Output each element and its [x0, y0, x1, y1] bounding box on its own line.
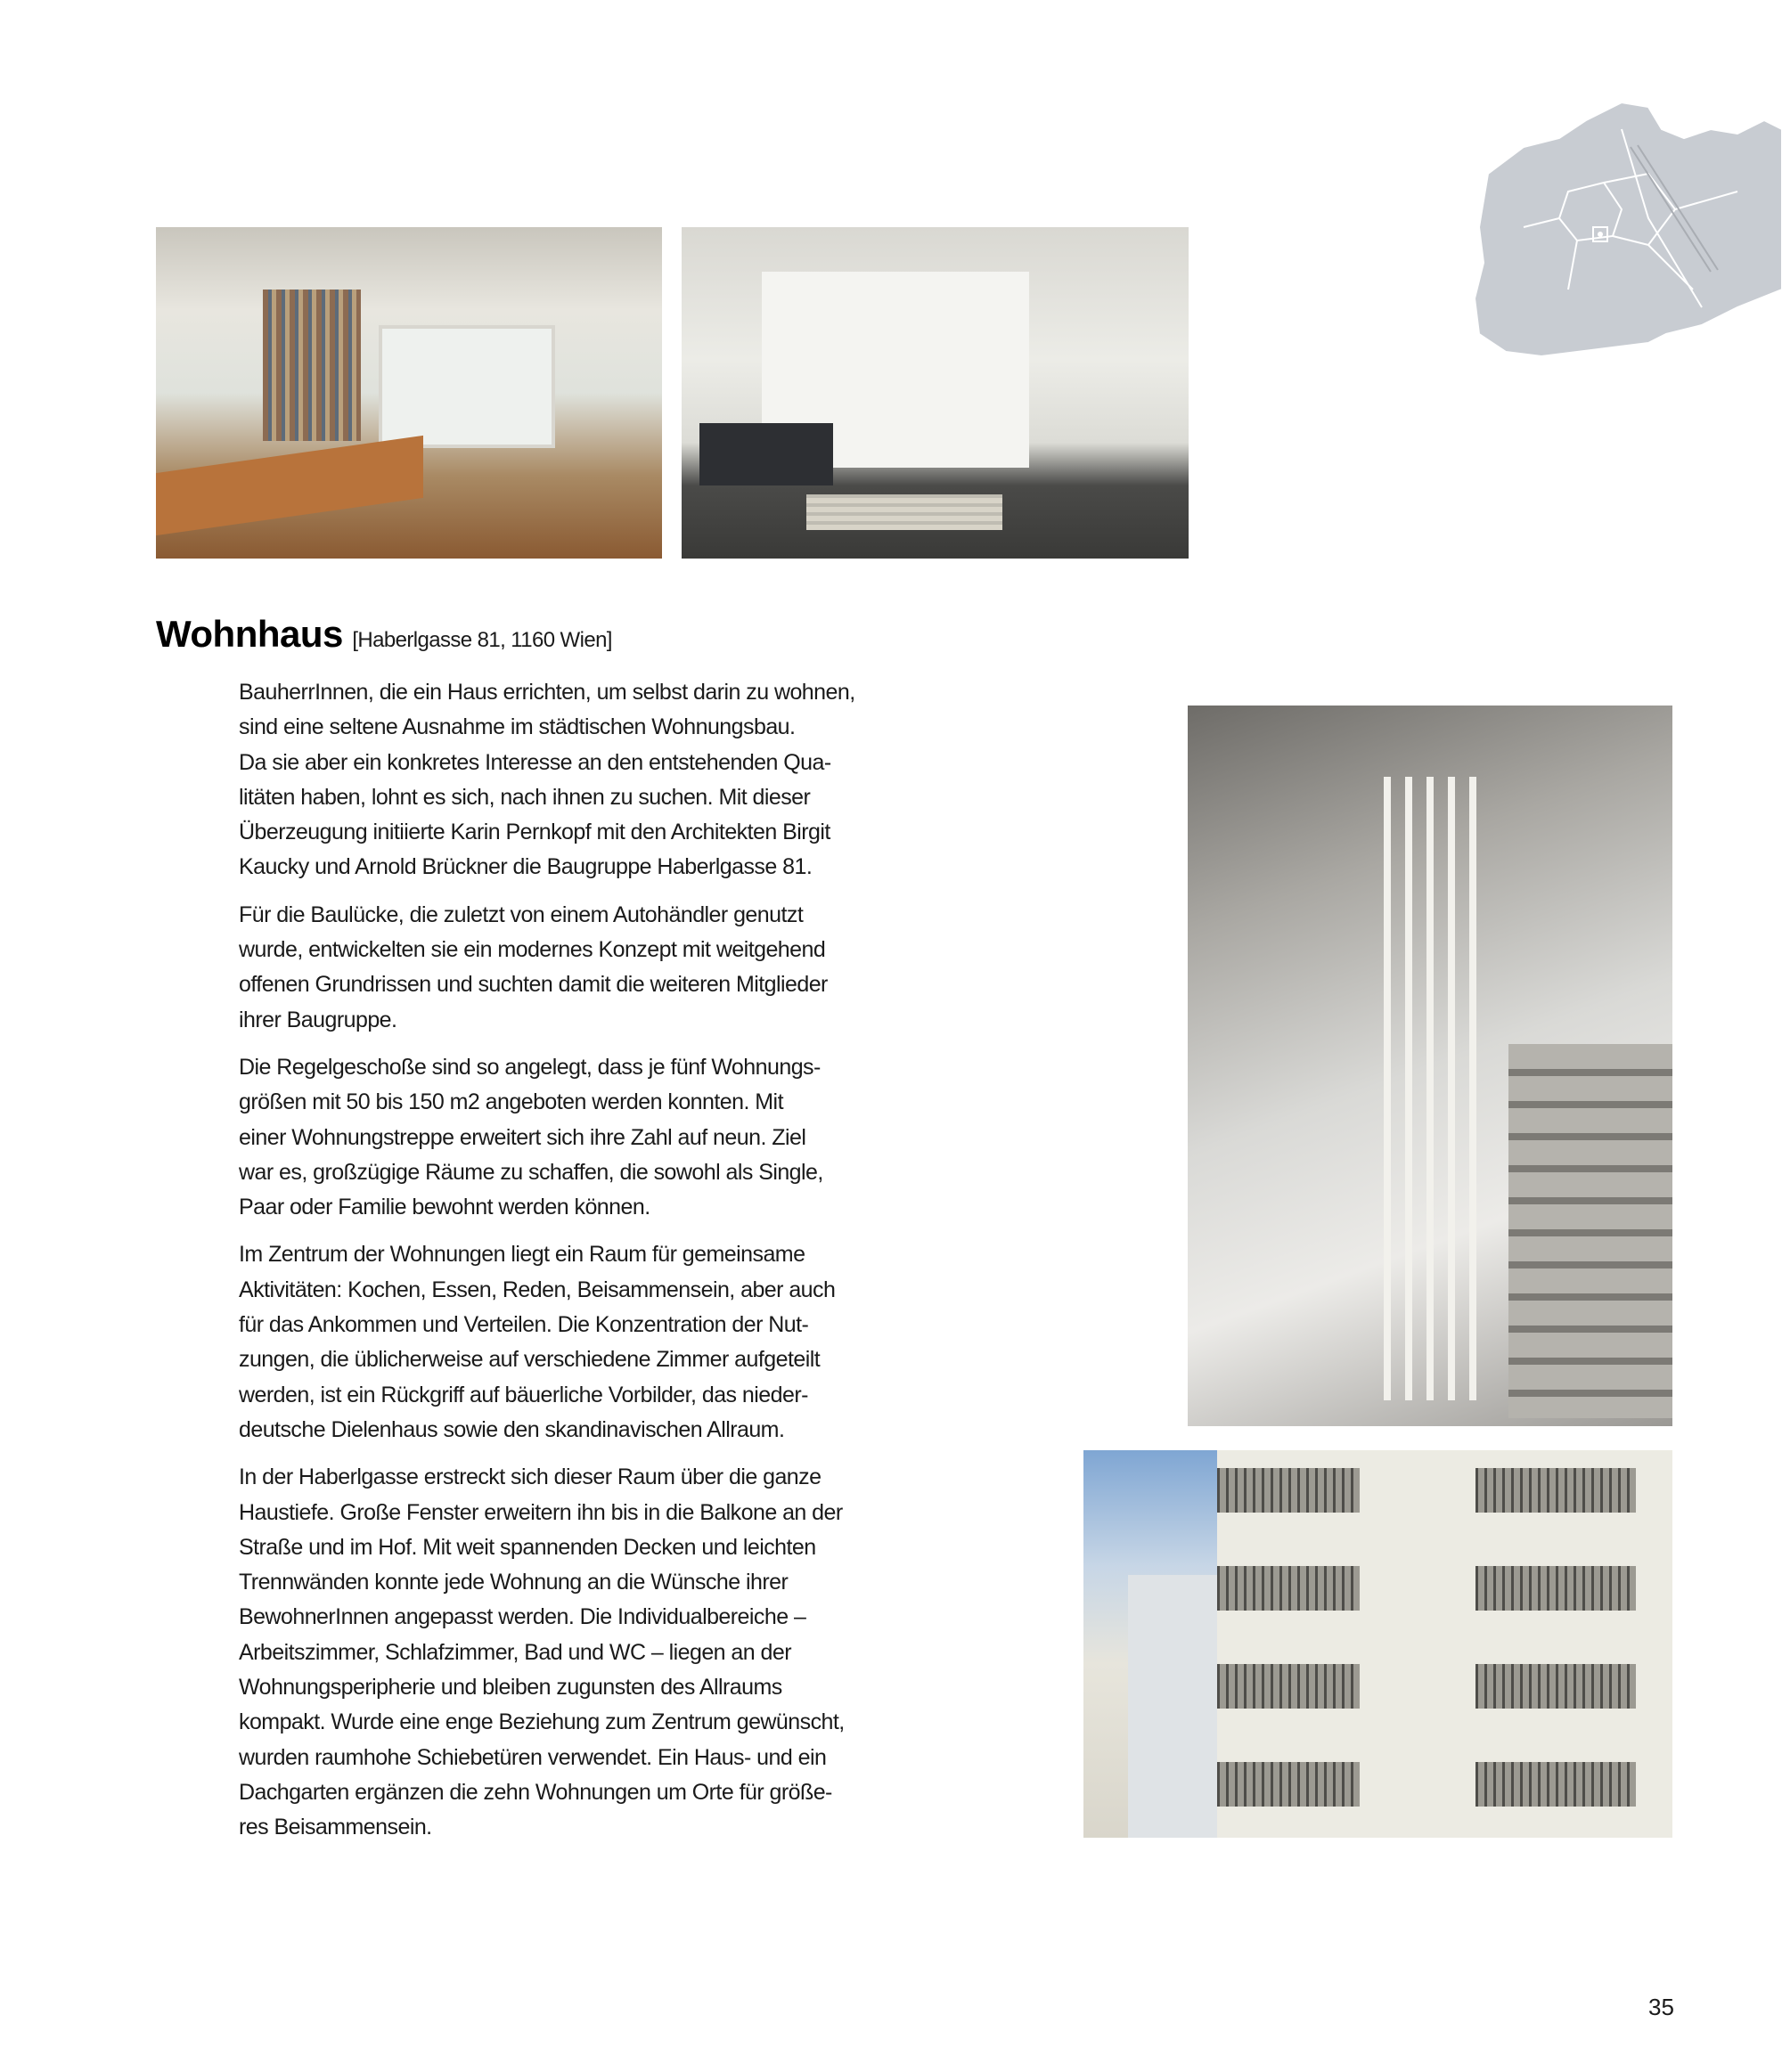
text-line: war es, großzügige Räume zu schaffen, die sowohl als Single,	[239, 1159, 823, 1185]
paragraph	[239, 1460, 952, 1845]
photo-living-room-balcony	[682, 227, 1189, 559]
text-line: Wohnungsperipherie und bleiben zugunsten des Allraums	[239, 1675, 782, 1701]
text-line: Für die Baulücke, die zuletzt von einem Autohändler genutzt	[239, 901, 804, 927]
text-line: Überzeugung initiierte Karin Pernkopf mit den Architekten Birgit	[239, 820, 830, 845]
paragraph	[239, 1237, 952, 1448]
photo-living-dining-room	[156, 227, 662, 559]
text-line: Arbeitszimmer, Schlafzimmer, Bad und WC – liegen an der	[239, 1639, 792, 1665]
page-number: 35	[1648, 1994, 1674, 2020]
text-line: Dachgarten ergänzen die zehn Wohnungen um Orte für größe-	[239, 1779, 832, 1805]
paragraph	[239, 898, 952, 1038]
text-line: Haustiefe. Große Fenster erweitern ihn bis in die Balkone an der	[239, 1499, 843, 1525]
text-line: Im Zentrum der Wohnungen liegt ein Raum für gemeinsame	[239, 1242, 805, 1268]
paragraph	[239, 675, 952, 885]
text-line: Aktivitäten: Kochen, Essen, Reden, Beisammensein, aber auch	[239, 1277, 836, 1302]
text-line: offenen Grundrissen und suchten damit die weiteren Mitglieder	[239, 972, 828, 998]
text-line: litäten haben, lohnt es sich, nach ihnen zu suchen. Mit dieser	[239, 784, 811, 810]
text-line: ihrer Baugruppe.	[239, 1007, 397, 1032]
text-line: größen mit 50 bis 150 m2 angeboten werden konnten. Mit	[239, 1089, 783, 1115]
photo-building-exterior	[1083, 1450, 1672, 1838]
text-line: Trennwänden konnte jede Wohnung an die Wünsche ihrer	[239, 1570, 789, 1595]
text-line: sind eine seltene Ausnahme im städtischen Wohnungsbau.	[239, 714, 796, 740]
photo-staircase	[1188, 706, 1672, 1426]
text-line: Straße und im Hof. Mit weit spannenden Decken und leichten	[239, 1534, 816, 1560]
text-line: BewohnerInnen angepasst werden. Die Individualbereiche –	[239, 1604, 806, 1630]
paragraph	[239, 1050, 952, 1225]
title-address: [Haberlgasse 81, 1160 Wien]	[352, 628, 612, 652]
page-title	[156, 613, 612, 656]
text-line: wurde, entwickelten sie ein modernes Konzept mit weitgehend	[239, 937, 826, 963]
text-line: BauherrInnen, die ein Haus errichten, um selbst darin zu wohnen,	[239, 680, 855, 705]
vienna-district-map	[1470, 94, 1782, 361]
text-line: Die Regelgeschoße sind so angelegt, dass je fünf Wohnungs-	[239, 1054, 821, 1080]
text-line: Paar oder Familie bewohnt werden können.	[239, 1195, 650, 1220]
text-line: res Beisammensein.	[239, 1815, 432, 1840]
text-line: deutsche Dielenhaus sowie den skandinavischen Allraum.	[239, 1416, 785, 1442]
text-line: einer Wohnungstreppe erweitert sich ihre Zahl auf neun. Ziel	[239, 1124, 806, 1150]
text-line: werden, ist ein Rückgriff auf bäuerliche Vorbilder, das nieder-	[239, 1382, 808, 1407]
text-line: kompakt. Wurde eine enge Beziehung zum Zentrum gewünscht,	[239, 1709, 845, 1735]
text-line: für das Ankommen und Verteilen. Die Konzentration der Nut-	[239, 1312, 809, 1338]
article-body	[239, 675, 952, 1858]
text-line: Da sie aber ein konkretes Interesse an den entstehenden Qua-	[239, 749, 831, 775]
title-text: Wohnhaus	[156, 613, 343, 655]
text-line: zungen, die üblicherweise auf verschiedene Zimmer aufgeteilt	[239, 1347, 821, 1373]
text-line: Kaucky und Arnold Brückner die Baugruppe Haberlgasse 81.	[239, 854, 813, 880]
text-line: wurden raumhohe Schiebetüren verwendet. Ein Haus- und ein	[239, 1744, 827, 1770]
text-line: In der Haberlgasse erstreckt sich dieser Raum über die ganze	[239, 1464, 822, 1490]
